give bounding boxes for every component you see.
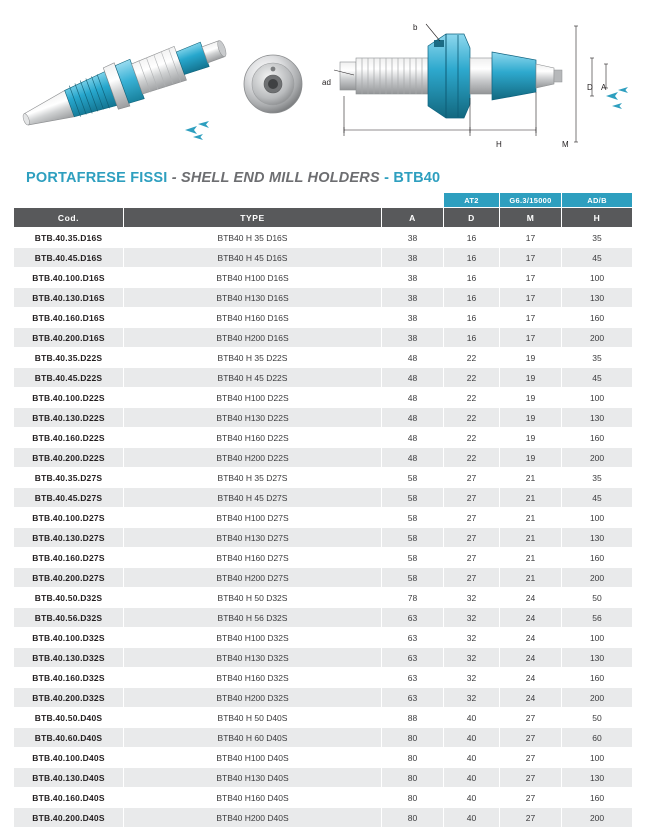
cell-m: 21 bbox=[500, 508, 562, 528]
table-row bbox=[14, 668, 633, 688]
cell-h: 160 bbox=[562, 788, 633, 808]
cell-type: BTB40 H100 D27S bbox=[124, 508, 382, 528]
cell-h: 100 bbox=[562, 388, 633, 408]
cell-d: 16 bbox=[444, 328, 500, 348]
cell-h: 130 bbox=[562, 648, 633, 668]
cell-type: BTB40 H 45 D27S bbox=[124, 488, 382, 508]
cell-d: 22 bbox=[444, 408, 500, 428]
cell-m: 21 bbox=[500, 548, 562, 568]
cell-m: 27 bbox=[500, 708, 562, 728]
cell-cod: BTB.40.45.D27S bbox=[14, 488, 124, 508]
table-row bbox=[14, 808, 633, 828]
cell-d: 40 bbox=[444, 768, 500, 788]
cell-d: 22 bbox=[444, 368, 500, 388]
cell-h: 160 bbox=[562, 308, 633, 328]
cell-type: BTB40 H130 D40S bbox=[124, 768, 382, 788]
table-row bbox=[14, 448, 633, 468]
table-row bbox=[14, 328, 633, 348]
table-row bbox=[14, 728, 633, 748]
cell-cod: BTB.40.200.D32S bbox=[14, 688, 124, 708]
cell-cod: BTB.40.200.D22S bbox=[14, 448, 124, 468]
table-row bbox=[14, 368, 633, 388]
cell-d: 27 bbox=[444, 548, 500, 568]
cell-type: BTB40 H 45 D22S bbox=[124, 368, 382, 388]
cell-type: BTB40 H100 D32S bbox=[124, 628, 382, 648]
column-header-d: D bbox=[444, 208, 500, 228]
cell-a: 38 bbox=[382, 328, 444, 348]
cell-d: 16 bbox=[444, 308, 500, 328]
cell-type: BTB40 H100 D22S bbox=[124, 388, 382, 408]
cell-m: 17 bbox=[500, 288, 562, 308]
table-row bbox=[14, 548, 633, 568]
cell-d: 16 bbox=[444, 288, 500, 308]
table-row bbox=[14, 228, 633, 248]
cell-m: 17 bbox=[500, 228, 562, 248]
figure-face-view bbox=[228, 48, 318, 120]
cell-cod: BTB.40.100.D40S bbox=[14, 748, 124, 768]
cell-d: 16 bbox=[444, 228, 500, 248]
cell-cod: BTB.40.200.D40S bbox=[14, 808, 124, 828]
label-H: H bbox=[496, 140, 502, 149]
cell-h: 160 bbox=[562, 668, 633, 688]
cell-d: 27 bbox=[444, 508, 500, 528]
cell-cod: BTB.40.35.D22S bbox=[14, 348, 124, 368]
cell-cod: BTB.40.130.D27S bbox=[14, 528, 124, 548]
cell-d: 27 bbox=[444, 568, 500, 588]
cell-a: 58 bbox=[382, 528, 444, 548]
cell-m: 19 bbox=[500, 408, 562, 428]
cell-h: 130 bbox=[562, 768, 633, 788]
cell-a: 78 bbox=[382, 588, 444, 608]
group-header-g63: G6.3/15000 bbox=[500, 193, 562, 208]
cell-a: 88 bbox=[382, 708, 444, 728]
cell-d: 27 bbox=[444, 528, 500, 548]
cell-h: 35 bbox=[562, 468, 633, 488]
title-separator-1: - bbox=[167, 170, 182, 186]
group-header-at2: AT2 bbox=[444, 193, 500, 208]
figure-dimensioned-holder bbox=[330, 18, 630, 158]
table-row bbox=[14, 608, 633, 628]
cell-a: 80 bbox=[382, 728, 444, 748]
cell-cod: BTB.40.160.D40S bbox=[14, 788, 124, 808]
table-group-header-row bbox=[14, 193, 633, 208]
cell-cod: BTB.40.50.D40S bbox=[14, 708, 124, 728]
cell-d: 32 bbox=[444, 588, 500, 608]
cell-a: 63 bbox=[382, 648, 444, 668]
cell-h: 200 bbox=[562, 328, 633, 348]
cell-type: BTB40 H100 D16S bbox=[124, 268, 382, 288]
cell-cod: BTB.40.160.D22S bbox=[14, 428, 124, 448]
table-row bbox=[14, 688, 633, 708]
cell-d: 22 bbox=[444, 388, 500, 408]
cell-a: 48 bbox=[382, 388, 444, 408]
cell-h: 100 bbox=[562, 628, 633, 648]
cell-a: 80 bbox=[382, 748, 444, 768]
title-separator-2: - bbox=[379, 170, 394, 186]
title-part-en: SHELL END MILL HOLDERS bbox=[181, 170, 380, 186]
cell-cod: BTB.40.160.D32S bbox=[14, 668, 124, 688]
cell-h: 56 bbox=[562, 608, 633, 628]
cell-h: 200 bbox=[562, 568, 633, 588]
table-row bbox=[14, 388, 633, 408]
group-header-adb: AD/B bbox=[562, 193, 633, 208]
group-header-blank bbox=[14, 193, 444, 208]
cell-type: BTB40 H160 D16S bbox=[124, 308, 382, 328]
cell-m: 24 bbox=[500, 688, 562, 708]
cell-type: BTB40 H160 D32S bbox=[124, 668, 382, 688]
cell-d: 32 bbox=[444, 628, 500, 648]
cell-type: BTB40 H 45 D16S bbox=[124, 248, 382, 268]
cell-d: 32 bbox=[444, 608, 500, 628]
cell-cod: BTB.40.35.D16S bbox=[14, 228, 124, 248]
cell-d: 22 bbox=[444, 448, 500, 468]
table-row bbox=[14, 348, 633, 368]
column-header-h: H bbox=[562, 208, 633, 228]
cell-m: 21 bbox=[500, 568, 562, 588]
cell-a: 63 bbox=[382, 628, 444, 648]
cell-h: 100 bbox=[562, 508, 633, 528]
cell-h: 35 bbox=[562, 348, 633, 368]
cell-type: BTB40 H 35 D27S bbox=[124, 468, 382, 488]
cell-cod: BTB.40.100.D27S bbox=[14, 508, 124, 528]
table-row bbox=[14, 788, 633, 808]
table-row bbox=[14, 308, 633, 328]
table-row bbox=[14, 288, 633, 308]
cell-a: 80 bbox=[382, 788, 444, 808]
cell-a: 38 bbox=[382, 288, 444, 308]
table-row bbox=[14, 768, 633, 788]
cell-type: BTB40 H200 D22S bbox=[124, 448, 382, 468]
cell-type: BTB40 H 50 D40S bbox=[124, 708, 382, 728]
cell-h: 50 bbox=[562, 588, 633, 608]
cell-m: 24 bbox=[500, 588, 562, 608]
cell-m: 27 bbox=[500, 788, 562, 808]
cell-d: 40 bbox=[444, 728, 500, 748]
cell-m: 19 bbox=[500, 368, 562, 388]
cell-h: 200 bbox=[562, 808, 633, 828]
cell-type: BTB40 H100 D40S bbox=[124, 748, 382, 768]
table-body bbox=[14, 228, 633, 828]
table-row bbox=[14, 628, 633, 648]
cell-d: 16 bbox=[444, 268, 500, 288]
table-header-row bbox=[14, 208, 633, 228]
cell-cod: BTB.40.60.D40S bbox=[14, 728, 124, 748]
label-M: M bbox=[562, 140, 569, 149]
cell-cod: BTB.40.35.D27S bbox=[14, 468, 124, 488]
table-row bbox=[14, 508, 633, 528]
cell-m: 19 bbox=[500, 388, 562, 408]
cell-m: 19 bbox=[500, 448, 562, 468]
cell-cod: BTB.40.200.D27S bbox=[14, 568, 124, 588]
cell-cod: BTB.40.100.D22S bbox=[14, 388, 124, 408]
cell-m: 24 bbox=[500, 668, 562, 688]
cell-a: 48 bbox=[382, 408, 444, 428]
title-part-it: PORTAFRESE FISSI bbox=[26, 170, 168, 186]
table-row bbox=[14, 748, 633, 768]
table-row bbox=[14, 528, 633, 548]
table-row bbox=[14, 708, 633, 728]
cell-h: 50 bbox=[562, 708, 633, 728]
cell-type: BTB40 H130 D16S bbox=[124, 288, 382, 308]
cell-type: BTB40 H200 D32S bbox=[124, 688, 382, 708]
cell-d: 22 bbox=[444, 348, 500, 368]
cell-a: 63 bbox=[382, 668, 444, 688]
cell-m: 17 bbox=[500, 328, 562, 348]
cell-a: 63 bbox=[382, 608, 444, 628]
cell-cod: BTB.40.130.D32S bbox=[14, 648, 124, 668]
cell-m: 19 bbox=[500, 428, 562, 448]
table-row bbox=[14, 468, 633, 488]
cell-m: 21 bbox=[500, 528, 562, 548]
table-row bbox=[14, 588, 633, 608]
cell-h: 100 bbox=[562, 268, 633, 288]
cell-m: 27 bbox=[500, 808, 562, 828]
cell-m: 24 bbox=[500, 648, 562, 668]
cell-cod: BTB.40.56.D32S bbox=[14, 608, 124, 628]
cell-d: 40 bbox=[444, 748, 500, 768]
cell-a: 63 bbox=[382, 688, 444, 708]
cell-a: 80 bbox=[382, 768, 444, 788]
label-ad: ad bbox=[322, 78, 331, 87]
column-header-type: TYPE bbox=[124, 208, 382, 228]
cell-d: 40 bbox=[444, 788, 500, 808]
cell-a: 48 bbox=[382, 368, 444, 388]
cell-type: BTB40 H 60 D40S bbox=[124, 728, 382, 748]
cell-h: 130 bbox=[562, 408, 633, 428]
cell-a: 58 bbox=[382, 568, 444, 588]
cell-d: 27 bbox=[444, 468, 500, 488]
cell-cod: BTB.40.160.D16S bbox=[14, 308, 124, 328]
cell-h: 200 bbox=[562, 688, 633, 708]
cell-type: BTB40 H 35 D16S bbox=[124, 228, 382, 248]
cell-a: 48 bbox=[382, 348, 444, 368]
cell-d: 32 bbox=[444, 648, 500, 668]
cell-h: 160 bbox=[562, 428, 633, 448]
cell-a: 58 bbox=[382, 548, 444, 568]
product-table bbox=[13, 192, 633, 828]
cell-cod: BTB.40.50.D32S bbox=[14, 588, 124, 608]
cell-h: 45 bbox=[562, 488, 633, 508]
cell-type: BTB40 H160 D27S bbox=[124, 548, 382, 568]
cell-a: 48 bbox=[382, 428, 444, 448]
column-header-cod: Cod. bbox=[14, 208, 124, 228]
cell-type: BTB40 H130 D27S bbox=[124, 528, 382, 548]
cell-d: 22 bbox=[444, 428, 500, 448]
cell-h: 60 bbox=[562, 728, 633, 748]
cell-h: 35 bbox=[562, 228, 633, 248]
figure-exploded-assembly bbox=[14, 18, 244, 148]
cell-h: 130 bbox=[562, 528, 633, 548]
cell-d: 32 bbox=[444, 668, 500, 688]
cell-cod: BTB.40.130.D22S bbox=[14, 408, 124, 428]
cell-cod: BTB.40.130.D16S bbox=[14, 288, 124, 308]
cell-a: 80 bbox=[382, 808, 444, 828]
cell-m: 21 bbox=[500, 468, 562, 488]
cell-m: 24 bbox=[500, 608, 562, 628]
cell-cod: BTB.40.45.D16S bbox=[14, 248, 124, 268]
cell-a: 58 bbox=[382, 468, 444, 488]
cell-m: 27 bbox=[500, 748, 562, 768]
cell-a: 58 bbox=[382, 508, 444, 528]
table-row bbox=[14, 268, 633, 288]
cell-m: 27 bbox=[500, 768, 562, 788]
cell-d: 40 bbox=[444, 808, 500, 828]
cell-type: BTB40 H160 D22S bbox=[124, 428, 382, 448]
cell-m: 24 bbox=[500, 628, 562, 648]
page-title bbox=[0, 160, 645, 192]
cell-d: 27 bbox=[444, 488, 500, 508]
cell-h: 160 bbox=[562, 548, 633, 568]
table-row bbox=[14, 488, 633, 508]
cell-a: 38 bbox=[382, 228, 444, 248]
column-header-a: A bbox=[382, 208, 444, 228]
cell-type: BTB40 H 56 D32S bbox=[124, 608, 382, 628]
cell-cod: BTB.40.100.D16S bbox=[14, 268, 124, 288]
table-row bbox=[14, 428, 633, 448]
cell-type: BTB40 H 50 D32S bbox=[124, 588, 382, 608]
cell-type: BTB40 H200 D40S bbox=[124, 808, 382, 828]
cell-d: 16 bbox=[444, 248, 500, 268]
cell-h: 45 bbox=[562, 368, 633, 388]
cell-m: 27 bbox=[500, 728, 562, 748]
cell-m: 19 bbox=[500, 348, 562, 368]
label-A: A bbox=[601, 83, 607, 92]
cell-cod: BTB.40.45.D22S bbox=[14, 368, 124, 388]
table-row bbox=[14, 408, 633, 428]
cell-m: 21 bbox=[500, 488, 562, 508]
cell-h: 130 bbox=[562, 288, 633, 308]
cell-cod: BTB.40.160.D27S bbox=[14, 548, 124, 568]
cell-a: 38 bbox=[382, 268, 444, 288]
cell-cod: BTB.40.200.D16S bbox=[14, 328, 124, 348]
table-row bbox=[14, 648, 633, 668]
cell-a: 48 bbox=[382, 448, 444, 468]
cell-h: 45 bbox=[562, 248, 633, 268]
cell-a: 58 bbox=[382, 488, 444, 508]
cell-m: 17 bbox=[500, 268, 562, 288]
table-row bbox=[14, 248, 633, 268]
cell-h: 100 bbox=[562, 748, 633, 768]
cell-type: BTB40 H160 D40S bbox=[124, 788, 382, 808]
cell-type: BTB40 H200 D27S bbox=[124, 568, 382, 588]
cell-d: 40 bbox=[444, 708, 500, 728]
cell-m: 17 bbox=[500, 248, 562, 268]
title-part-code: BTB40 bbox=[393, 170, 441, 186]
cell-a: 38 bbox=[382, 308, 444, 328]
cell-type: BTB40 H130 D32S bbox=[124, 648, 382, 668]
column-header-m: M bbox=[500, 208, 562, 228]
label-b: b bbox=[413, 23, 418, 32]
label-D: D bbox=[587, 83, 593, 92]
cell-d: 32 bbox=[444, 688, 500, 708]
cell-cod: BTB.40.130.D40S bbox=[14, 768, 124, 788]
cell-cod: BTB.40.100.D32S bbox=[14, 628, 124, 648]
cell-a: 38 bbox=[382, 248, 444, 268]
product-illustrations bbox=[0, 0, 645, 160]
cell-h: 200 bbox=[562, 448, 633, 468]
cell-type: BTB40 H200 D16S bbox=[124, 328, 382, 348]
cell-m: 17 bbox=[500, 308, 562, 328]
cell-type: BTB40 H 35 D22S bbox=[124, 348, 382, 368]
table-row bbox=[14, 568, 633, 588]
cell-type: BTB40 H130 D22S bbox=[124, 408, 382, 428]
